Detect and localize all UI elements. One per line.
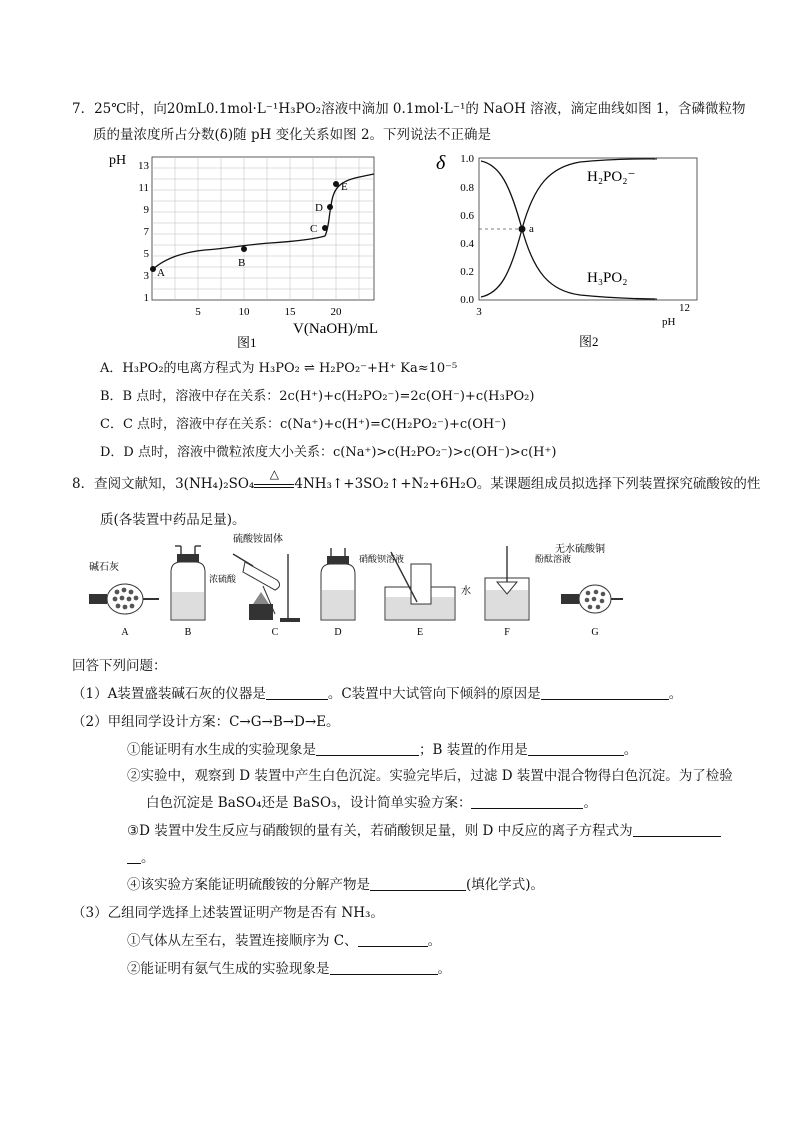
fig1-ytick: 5	[143, 248, 149, 260]
s2-4-text-a: ④该实验方案能证明硫酸铵的分解产物是	[127, 877, 370, 893]
s1-text-c: 。	[668, 686, 683, 702]
fig2-ylabel: δ	[436, 152, 446, 174]
label-D: D	[315, 202, 323, 214]
label-C: C	[310, 223, 318, 235]
fig2-ytick: 0.8	[460, 182, 474, 194]
q8-stem-line2: 质(各装置中药品足量)。	[100, 512, 246, 528]
point-a	[519, 226, 526, 233]
figure-2-distribution-curve	[430, 145, 710, 350]
answer-intro: 回答下列问题：	[72, 658, 167, 674]
fig1-frame	[152, 157, 374, 300]
letter-G: G	[591, 627, 599, 638]
letter-D: D	[334, 627, 342, 638]
s2-2-text-c: 。	[583, 795, 597, 811]
letter-F: F	[504, 627, 510, 638]
heating-arrow	[254, 467, 294, 488]
s2-1-text-c: 。	[623, 742, 638, 758]
fig1-gridlines	[152, 157, 374, 300]
sub-question-3: （3）乙组同学选择上述装置证明产物是否有 NH₃。	[72, 905, 384, 921]
sub-question-2-2-line1: ②实验中，观察到 D 装置中产生白色沉淀。实验完毕后，过滤 D 装置中混合物得白色沉淀。为了检验	[127, 768, 733, 784]
point-D	[327, 204, 333, 210]
label-cuso4: 无水硫酸铜	[555, 544, 605, 555]
answer-blank-1-1[interactable]	[266, 685, 328, 700]
fig2-ytick: 0.4	[460, 238, 474, 250]
letter-B: B	[184, 627, 192, 638]
fig1-xtick: 20	[330, 306, 342, 318]
s3-2-text-a: ②能证明有氨气生成的实验现象是	[127, 961, 330, 977]
arrow-line-icon	[254, 484, 294, 488]
answer-blank-3-1[interactable]	[358, 932, 428, 947]
apparatus-figure	[85, 532, 625, 640]
fig1-yticks	[138, 160, 150, 304]
answer-blank-2-1b[interactable]	[528, 741, 624, 756]
label-solid: 硫酸铵固体	[233, 534, 283, 545]
fig1-ytick: 11	[138, 182, 149, 194]
fig2-point-label: a	[529, 223, 534, 235]
fig2-curve-label-bottom: H₃PO₂	[587, 270, 628, 286]
sub-question-2-1	[127, 738, 637, 758]
apparatus-b-wash-bottle	[171, 546, 237, 620]
apparatus-a-drying-tube	[89, 560, 159, 614]
answer-blank-2-1a[interactable]	[316, 741, 419, 756]
fig1-caption: 图1	[237, 335, 257, 348]
fig1-xlabel: V(NaOH)/mL	[293, 321, 378, 337]
s3-1-text-b: 。	[427, 933, 442, 949]
fig2-xlabel: pH	[662, 316, 676, 328]
letter-C: C	[271, 627, 279, 638]
fig2-ytick: 0.2	[460, 266, 474, 278]
fig2-ytick: 0.0	[460, 294, 474, 306]
fig1-xtick: 10	[238, 306, 250, 318]
letter-E: E	[416, 627, 424, 638]
s2-1-text-a: ①能证明有水生成的实验现象是	[127, 742, 316, 758]
sub-question-2-3-line1	[127, 819, 721, 839]
label-conc-sulfuric: 浓硫酸	[209, 574, 237, 584]
s2-3-text-b: 。	[141, 850, 155, 866]
label-A: A	[157, 267, 165, 279]
s3-2-text-b: 。	[437, 961, 451, 977]
fig1-ylabel: pH	[109, 153, 127, 168]
fig2-xtick-right: 12	[679, 302, 690, 314]
label-B: B	[238, 257, 246, 269]
q7-option-d: D．D 点时，溶液中微粒浓度大小关系：c(Na⁺)>c(H₂PO₂⁻)>c(OH⁻)>c(H⁺)	[100, 445, 557, 460]
q7-option-a: A．H₃PO₂的电离方程式为 H₃PO₂ ⇌ H₂PO₂⁻+H⁺ Ka≈10⁻⁵	[100, 361, 458, 376]
point-B	[241, 246, 247, 252]
point-E	[333, 181, 339, 187]
s3-1-text-a: ①气体从左至右，装置连接顺序为 C、	[127, 933, 358, 949]
s1-text-a: （1）A装置盛装碱石灰的仪器是	[72, 686, 266, 702]
point-C	[322, 225, 328, 231]
fig2-ytick: 1.0	[460, 153, 474, 165]
fig2-curve-label-top: H₂PO₂⁻	[587, 169, 636, 185]
point-A	[150, 266, 156, 272]
answer-blank-2-3b[interactable]	[127, 849, 141, 864]
sub-question-2-3-line2	[127, 846, 155, 866]
q7-option-c: C．C 点时，溶液中存在关系：c(Na⁺)+c(H⁺)=C(H₂PO₂⁻)+c(OH⁻)	[100, 417, 507, 432]
s1-text-b: 。C装置中大试管向下倾斜的原因是	[327, 686, 541, 702]
fig1-xticks	[195, 306, 342, 318]
fig1-ytick: 9	[143, 204, 149, 216]
label-E: E	[341, 181, 348, 193]
fig1-point-labels	[157, 181, 348, 279]
fig1-ytick: 13	[138, 160, 149, 172]
figure-1-titration-curve	[105, 148, 390, 348]
answer-blank-2-3a[interactable]	[633, 822, 721, 837]
q8-equation-right: 4NH₃↑+3SO₂↑+N₂+6H₂O。某课题组成员拟选择下列装置探究硫酸铵的性	[294, 476, 761, 492]
apparatus-g-drying-tube	[555, 542, 623, 613]
sub-question-3-1	[127, 929, 441, 949]
sub-question-2: （2）甲组同学设计方案：C→G→B→D→E。	[72, 714, 340, 730]
label-baNO3: 硝酸钡溶液	[359, 554, 405, 564]
s2-3-text-a: ③D 装置中发生反应与硝酸钡的量有关，若硝酸钡足量，则 D 中反应的离子方程式为	[127, 823, 633, 839]
apparatus-letters	[121, 627, 598, 638]
fig1-ytick: 3	[143, 270, 149, 282]
q8-stem-line1	[72, 467, 761, 492]
sub-question-3-2	[127, 957, 451, 977]
fig2-caption: 图2	[579, 334, 599, 349]
fig1-ytick: 7	[143, 226, 149, 238]
q7-stem-line2: 质的量浓度所占分数(δ)随 pH 变化关系如图 2。下列说法不正确是	[93, 127, 492, 143]
q7-stem-line1: 7．25℃时，向20mL0.1mol·L⁻¹H₃PO₂溶液中滴加 0.1mol·L⁻¹的 NaOH 溶液，滴定曲线如图 1，含磷微粒物	[72, 101, 746, 117]
sub-question-2-4	[127, 873, 544, 893]
answer-blank-2-4[interactable]	[370, 876, 466, 891]
label-soda-lime: 碱石灰	[89, 562, 119, 573]
fig2-xtick-left: 3	[476, 306, 482, 318]
s2-4-text-b: (填化学式)。	[466, 877, 545, 893]
tube-stopper	[89, 594, 107, 604]
letter-A: A	[121, 627, 129, 638]
apparatus-f-beaker	[485, 546, 571, 620]
answer-blank-3-2[interactable]	[330, 960, 438, 975]
s2-1-text-b: ；B 装置的作用是	[419, 742, 528, 758]
arrow-condition: △	[269, 467, 279, 481]
label-water: 水	[461, 586, 471, 597]
fig2-ytick: 0.6	[460, 210, 474, 222]
q7-option-b: B．B 点时，溶液中存在关系：2c(H⁺)+c(H₂PO₂⁻)=2c(OH⁻)+c(H₃PO₂)	[100, 389, 535, 404]
answer-blank-2-2[interactable]	[471, 794, 583, 809]
answer-blank-1-2[interactable]	[541, 685, 669, 700]
fig1-xtick: 5	[195, 306, 201, 318]
s2-2-text-b: 白色沉淀是 BaSO₄还是 BaSO₃，设计简单实验方案：	[146, 795, 472, 811]
fig1-xtick: 15	[284, 306, 296, 318]
fig1-ytick: 1	[143, 292, 149, 304]
sub-question-2-2-line2	[146, 791, 597, 811]
apparatus-c-heating-tube	[233, 532, 300, 622]
fig2-yticks	[460, 153, 474, 306]
label-phenol: 酚酞溶液	[535, 554, 572, 564]
sub-question-1	[72, 682, 682, 702]
q8-equation-left: 8．查阅文献知，3(NH₄)₂SO₄	[72, 476, 255, 492]
